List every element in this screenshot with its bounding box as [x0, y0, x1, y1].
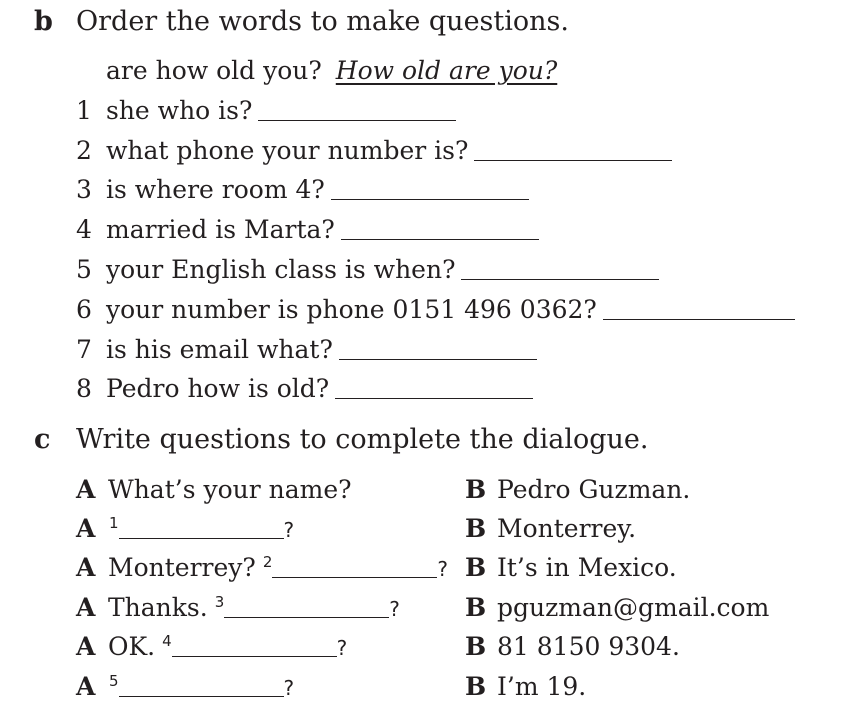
answer-blank[interactable] [339, 358, 537, 360]
a-text: Thanks. [108, 593, 208, 622]
dialogue-b-line [465, 514, 636, 544]
question-mark: ? [336, 636, 348, 660]
speaker-b: B [465, 553, 487, 582]
a-text: OK. [108, 632, 156, 661]
b-text: Monterrey. [497, 514, 637, 543]
question-mark: ? [437, 557, 448, 581]
item-number: 2 [76, 136, 92, 165]
b-text: It’s in Mexico. [497, 553, 677, 582]
b-text: I’m 19. [497, 672, 587, 701]
b-text: Pedro Guzman. [497, 475, 691, 504]
dialogue-b-line [465, 672, 586, 702]
example-answer: How old are you? [335, 56, 558, 85]
answer-blank[interactable] [461, 278, 659, 280]
question-number: 2 [262, 553, 273, 571]
answer-blank[interactable] [603, 318, 795, 320]
item-words: married is Marta? [106, 215, 335, 244]
a-text: What’s your name? [108, 475, 352, 504]
dialogue-a-line [76, 593, 400, 626]
dialogue-a-line [76, 632, 347, 665]
exercise-b-heading [34, 6, 569, 38]
speaker-a: A [76, 593, 96, 622]
item-number: 5 [76, 255, 92, 284]
item-number: 3 [76, 175, 92, 204]
b-text: 81 8150 9304. [497, 632, 680, 661]
question-mark: ? [283, 676, 295, 700]
speaker-b: B [465, 672, 487, 701]
dialogue-a-line [76, 475, 352, 505]
example-row [106, 56, 557, 86]
list-item [76, 374, 533, 404]
speaker-a: A [76, 672, 96, 701]
speaker-b: B [465, 514, 487, 543]
question-blank[interactable] [119, 695, 284, 697]
answer-blank[interactable] [258, 119, 456, 121]
question-number: 1 [109, 514, 119, 532]
item-number: 8 [76, 374, 92, 403]
question-blank[interactable] [224, 616, 389, 618]
list-item [76, 335, 537, 365]
dialogue-b-line [465, 632, 680, 662]
list-item [76, 136, 672, 166]
speaker-b: B [465, 475, 487, 504]
dialogue-b-line [465, 475, 690, 505]
exercise-instruction: Order the words to make questions. [76, 6, 569, 37]
list-item [76, 295, 795, 325]
item-words: Pedro how is old? [106, 374, 330, 403]
question-number: 5 [109, 672, 119, 690]
dialogue-b-line [465, 553, 677, 583]
item-words: is where room 4? [106, 175, 325, 204]
item-number: 7 [76, 335, 92, 364]
question-mark: ? [389, 597, 400, 621]
list-item [76, 96, 456, 126]
dialogue-a-line [76, 553, 448, 586]
speaker-a: A [76, 553, 96, 582]
dialogue-a-line [76, 672, 294, 705]
exercise-letter: c [34, 424, 51, 455]
exercise-instruction: Write questions to complete the dialogue. [76, 424, 649, 455]
question-blank[interactable] [272, 576, 437, 578]
a-text: Monterrey? [108, 553, 256, 582]
speaker-b: B [465, 593, 487, 622]
item-words: she who is? [106, 96, 253, 125]
question-number: 4 [162, 632, 172, 650]
list-item [76, 255, 659, 285]
answer-blank[interactable] [335, 397, 533, 399]
list-item [76, 175, 529, 205]
example-words: are how old you? [106, 56, 322, 85]
answer-blank[interactable] [331, 198, 529, 200]
item-words: is his email what? [106, 335, 333, 364]
item-words: your number is phone 0151 496 0362? [106, 295, 597, 324]
speaker-a: A [76, 514, 96, 543]
speaker-a: A [76, 632, 96, 661]
question-blank[interactable] [119, 537, 284, 539]
item-number: 6 [76, 295, 92, 324]
list-item [76, 215, 539, 245]
exercise-c-heading [34, 424, 648, 456]
exercise-letter: b [34, 6, 53, 37]
dialogue-a-line [76, 514, 294, 547]
item-number: 4 [76, 215, 92, 244]
item-number: 1 [76, 96, 92, 125]
answer-blank[interactable] [341, 238, 539, 240]
b-text: pguzman@gmail.com [497, 593, 770, 622]
speaker-a: A [76, 475, 96, 504]
question-number: 3 [214, 593, 225, 611]
item-words: what phone your number is? [106, 136, 469, 165]
speaker-b: B [465, 632, 487, 661]
dialogue-b-line [465, 593, 769, 623]
item-words: your English class is when? [106, 255, 456, 284]
question-mark: ? [283, 518, 295, 542]
answer-blank[interactable] [474, 159, 672, 161]
question-blank[interactable] [172, 655, 337, 657]
